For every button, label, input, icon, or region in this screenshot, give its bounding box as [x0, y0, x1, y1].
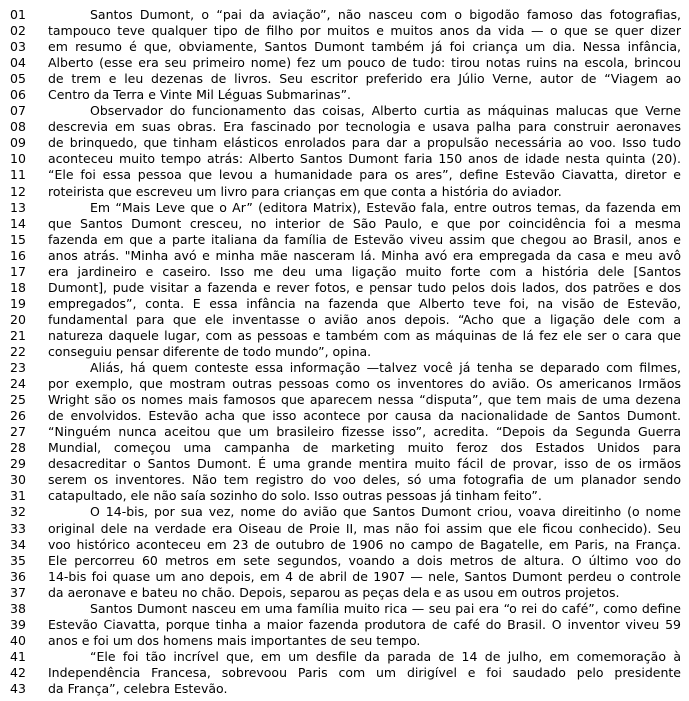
line-number: 12: [10, 183, 26, 199]
text-line: [10, 232, 681, 248]
text-line: [10, 376, 681, 392]
line-text: O 14-bis, por sua vez, nome do avião que Santos Dumont criou, voava direitinho (o nome: [90, 504, 681, 520]
line-text: descrevia em suas obras. Era fascinado por tecnologia e usava palha para construir aeronaves: [48, 119, 681, 135]
text-line: [10, 360, 681, 376]
text-line: [10, 681, 681, 697]
line-number: 18: [10, 279, 26, 295]
text-line: [10, 408, 681, 424]
line-number: 31: [10, 488, 26, 504]
text-line: [10, 216, 681, 232]
line-text: aconteceu muito tempo atrás: Alberto Santos Dumont faria 150 anos de idade nesta quinta (20).: [48, 151, 681, 167]
text-line: [10, 184, 681, 200]
line-text: que Santos Dumont cresceu, no interior de São Paulo, e que por coincidência foi a mesma: [48, 215, 681, 231]
line-number: 32: [10, 504, 26, 520]
line-text: anos e foi um dos homens mais importantes de seu tempo.: [48, 632, 421, 648]
line-number: 11: [10, 167, 26, 183]
line-text: de brinquedo, que tinham elásticos enrolados para dar a propulsão necessária ao voo. Isso tudo: [48, 135, 681, 151]
line-text: Santos Dumont, o “pai da aviação”, não nasceu com o bigodão famoso das fotografias,: [90, 7, 681, 22]
text-line: [10, 87, 681, 103]
line-text: Alberto (esse era seu primeiro nome) fez um pouco de tudo: tirou notas ruins na escola, brincou: [48, 55, 681, 71]
line-number: 09: [10, 135, 26, 151]
line-number: 16: [10, 247, 26, 263]
text-line: [10, 521, 681, 537]
line-text: de envolvidos. Estevão acha que isso acontece por causa da nacionalidade de Santos Dumont.: [48, 408, 681, 424]
line-text: “Ele foi tão incrível que, em um desfile da parada de 14 de julho, em comemoração à: [90, 648, 681, 664]
text-line: [10, 200, 681, 216]
line-text: 14-bis foi quase um ano depois, em 4 de abril de 1907 — nele, Santos Dumont perdeu o controle: [48, 568, 681, 584]
text-line: [10, 296, 681, 312]
text-line: [10, 39, 681, 55]
text-line: [10, 504, 681, 520]
line-number: 41: [10, 648, 26, 664]
line-text: desacreditar o Santos Dumont. É uma grande mentira muito fácil de provar, isso de os irmãos: [48, 456, 681, 472]
line-text: Centro da Terra e Vinte Mil Léguas Submarinas”.: [48, 87, 352, 103]
line-number: 38: [10, 600, 26, 616]
line-number: 39: [10, 616, 26, 632]
line-number: 27: [10, 424, 26, 440]
line-number: 23: [10, 360, 26, 376]
text-line: [10, 440, 681, 456]
line-text: catapultado, ele não saía sozinho do solo. Isso outras pessoas já tinham feito”.: [48, 488, 542, 504]
line-number: 28: [10, 440, 26, 456]
line-text: fundamental para que ele inventasse o avião anos depois. “Acho que a ligação dele com a: [48, 311, 681, 327]
text-line: [10, 23, 681, 39]
line-text: Wright são os nomes mais famosos que aparecem nessa “disputa”, que tem mais de uma dezena: [48, 392, 681, 408]
line-number: 42: [10, 664, 26, 680]
text-line: [10, 103, 681, 119]
line-number: 25: [10, 392, 26, 408]
line-text: Observador do funcionamento das coisas, Alberto curtia as máquinas malucas que Verne: [90, 103, 681, 119]
line-number: 43: [10, 680, 26, 696]
line-number: 29: [10, 456, 26, 472]
text-line: [10, 167, 681, 183]
line-text: roteirista que escreveu um livro para crianças em que conta a história do aviador.: [48, 183, 562, 199]
line-number: 21: [10, 327, 26, 343]
line-number: 10: [10, 151, 26, 167]
line-number: 01: [10, 7, 26, 22]
text-line: [10, 328, 681, 344]
text-line: [10, 633, 681, 649]
text-line: [10, 135, 681, 151]
line-text: natureza daquele lugar, com as pessoas e também com as máquinas de lá fez ele ser o cara que: [48, 327, 681, 343]
text-line: [10, 617, 681, 633]
line-number: 03: [10, 39, 26, 55]
text-line: [10, 585, 681, 601]
line-text: tampouco teve qualquer tipo de filho por muitos e muitos anos da vida — o que se quer dizer: [48, 23, 681, 39]
text-line: [10, 71, 681, 87]
line-text: “Ninguém nunca aceitou que um brasileiro fizesse isso”, acredita. “Depois da Segunda Guerra: [48, 424, 681, 440]
line-text: da França”, celebra Estevão.: [48, 680, 228, 696]
line-number: 14: [10, 215, 26, 231]
line-number: 26: [10, 408, 26, 424]
line-number: 15: [10, 231, 26, 247]
line-text: Dumont], pude visitar a fazenda e rever fotos, e pensar tudo pelos dois lados, dos patrões e dos: [48, 279, 681, 295]
line-number: 36: [10, 568, 26, 584]
line-number: 22: [10, 343, 26, 359]
line-text: Em “Mais Leve que o Ar” (editora Matrix), Estevão fala, entre outros temas, da fazenda em: [90, 199, 681, 215]
line-text: Independência Francesa, sobrevoou Paris com um dirigível e foi saudado pelo presidente: [48, 664, 681, 680]
text-line: [10, 424, 681, 440]
text-line: [10, 55, 681, 71]
text-line: [10, 537, 681, 553]
line-number: 04: [10, 55, 26, 71]
text-line: [10, 456, 681, 472]
line-number: 37: [10, 584, 26, 600]
line-number: 02: [10, 23, 26, 39]
line-text: empregados”, conta. E essa infância na fazenda que Alberto teve foi, na visão de Estevão,: [48, 295, 681, 311]
line-text: Aliás, há quem conteste essa informação —talvez você já tenha se deparado com filmes,: [90, 360, 681, 376]
text-line: [10, 649, 681, 665]
text-line: [10, 472, 681, 488]
line-text: conseguiu pensar diferente de todo mundo”, opina.: [48, 343, 372, 359]
text-lines: [10, 7, 681, 697]
line-text: voo histórico aconteceu em 23 de outubro de 1906 no campo de Bagatelle, em Paris, na França.: [48, 536, 681, 552]
line-text: fazenda em que a parte italiana da família de Estevão viveu assim que chegou ao Brasil, anos e: [48, 231, 681, 247]
line-number: 34: [10, 536, 26, 552]
text-line: [10, 312, 681, 328]
text-line: [10, 119, 681, 135]
line-text: de trem e leu dezenas de livros. Seu escritor preferido era Júlio Verne, autor de “Viagem ao: [48, 71, 681, 87]
line-text: “Ele foi essa pessoa que levou a humanidade para os ares”, define Estevão Ciavatta, diretor e: [48, 167, 681, 183]
line-text: por exemplo, que mostram outras pessoas como os inventores do avião. Os americanos Irmãos: [48, 376, 681, 392]
line-number: 17: [10, 263, 26, 279]
text-line: [10, 569, 681, 585]
text-line: [10, 248, 681, 264]
line-text: Estevão Ciavatta, porque tinha a maior fazenda produtora de café do Brasil. O inventor viveu 59: [48, 616, 681, 632]
text-line: [10, 601, 681, 617]
line-number: 05: [10, 71, 26, 87]
line-number: 40: [10, 632, 26, 648]
line-number: 20: [10, 311, 26, 327]
text-line: [10, 665, 681, 681]
line-text: Santos Dumont nasceu em uma família muito rica — seu pai era “o rei do café”, como define: [90, 600, 681, 616]
line-text: serem os inventores. Não tem registro do voo deles, só uma fotografia de um planador sendo: [48, 472, 681, 488]
text-line: [10, 488, 681, 504]
line-text: Ele percorreu 60 metros em sete segundos, voando a dois metros de altura. O último voo do: [48, 552, 681, 568]
line-number: 24: [10, 376, 26, 392]
text-line: [10, 392, 681, 408]
line-text: da aeronave e bateu no chão. Depois, separou as peças dela e as usou em outros projetos.: [48, 584, 620, 600]
text-line: [10, 264, 681, 280]
line-number: 33: [10, 520, 26, 536]
line-number: 30: [10, 472, 26, 488]
line-number: 06: [10, 87, 26, 103]
line-number: 08: [10, 119, 26, 135]
text-line: [10, 344, 681, 360]
line-text: Mundial, começou uma campanha de marketing muito feroz dos Estados Unidos para: [48, 440, 681, 456]
text-line: [10, 553, 681, 569]
text-line: [10, 280, 681, 296]
line-number: 19: [10, 295, 26, 311]
line-text: em resumo é que, obviamente, Santos Dumont também já foi criança um dia. Nessa infância,: [48, 39, 681, 55]
text-line: [10, 7, 681, 23]
line-number: 35: [10, 552, 26, 568]
line-number: 13: [10, 199, 26, 215]
line-text: era jardineiro e caseiro. Isso me deu uma ligação muito forte com a história dele [Santos: [48, 263, 681, 279]
line-text: anos atrás. "Minha avó e minha mãe nasceram lá. Minha avó era empregada da casa e meu avô: [48, 247, 681, 263]
line-number: 07: [10, 103, 26, 119]
text-line: [10, 151, 681, 167]
line-text: original dele na verdade era Oiseau de Proie II, mas não foi assim que ele ficou conhecido). Seu: [48, 520, 681, 536]
